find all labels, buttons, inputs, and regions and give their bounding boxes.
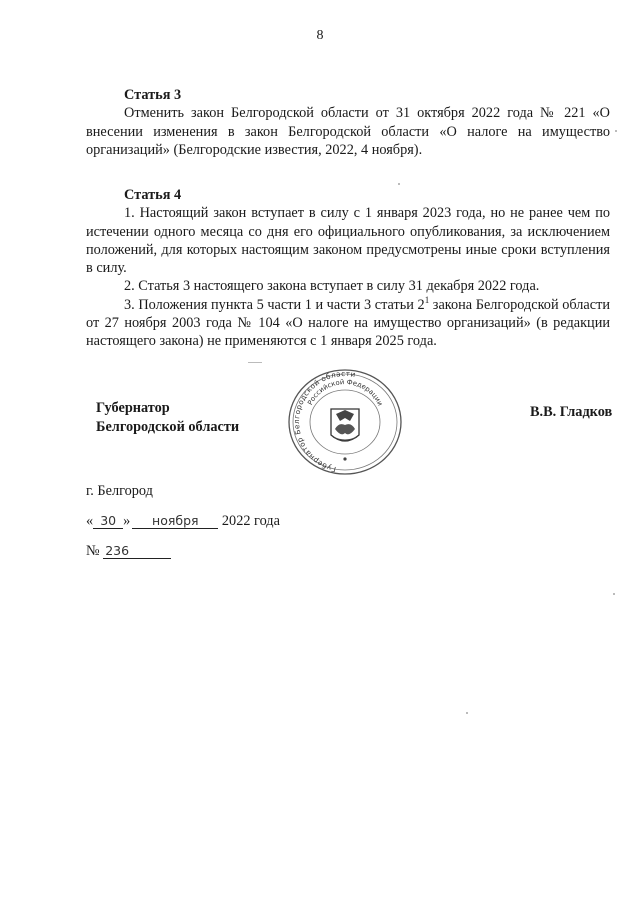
seal-outer-text: Губернатор Белгородской области (292, 368, 357, 475)
seal-inner-text: Российской Федерации (306, 378, 385, 408)
article-4-paragraph-2: 2. Статья 3 настоящего закона вступает в силу 31 декабря 2022 года. (124, 278, 540, 295)
scan-mark (466, 712, 468, 714)
scan-mark (615, 130, 617, 132)
page-number: 8 (316, 28, 324, 43)
official-seal-icon (283, 367, 407, 477)
signatory-position (96, 399, 239, 437)
date-open-quote: « (86, 513, 94, 529)
document-number-line (86, 543, 171, 560)
document-number: 236 (103, 543, 171, 559)
date-day: 30 (93, 513, 123, 529)
number-sign: № (86, 543, 100, 559)
article-4-paragraph-3 (86, 296, 610, 351)
position-line-1: Губернатор (96, 400, 170, 416)
signatory-name: В.В. Гладков (530, 404, 613, 420)
date-line (86, 513, 280, 530)
article-3-text: Отменить закон Белгородской области от 31 октября 2022 года № 221 «О внесении изменения в закон Белгородской области «О налоге на имущество организаций» (Белгородские известия, 2022, 4 ноября). (86, 105, 610, 158)
superscript: 1 (424, 295, 430, 306)
article-4-title: Статья 4 (124, 187, 182, 203)
paragraph-3-start: 3. Положения пункта 5 части 1 и части 3 статьи 2 (124, 296, 425, 313)
article-4-paragraph-1: 1. Настоящий закон вступает в силу с 1 января 2023 года, но не ранее чем по истечении одного месяца со дня его официального опубликования, за исключением положений, для которых настоящим законом предусмотрены иные сроки вступления в силу. (86, 205, 610, 277)
scan-mark (248, 362, 262, 363)
date-year: 2022 года (221, 513, 280, 529)
article-4 (86, 186, 610, 351)
date-close-quote: » (123, 513, 131, 529)
position-line-2: Белгородской области (96, 419, 240, 435)
date-month: ноября (132, 513, 218, 529)
article-3-title: Статья 3 (124, 87, 182, 103)
scan-mark (398, 183, 400, 185)
article-3 (86, 86, 610, 159)
place-of-signing: г. Белгород (86, 483, 153, 499)
paragraph-3-end: закона Белгородской области от 27 ноября 2003 года № 104 «О налоге на имущество организаций» (в редакции настоящего закона) не применяются с 1 января 2025 года. (86, 296, 610, 350)
scan-mark (613, 593, 615, 595)
